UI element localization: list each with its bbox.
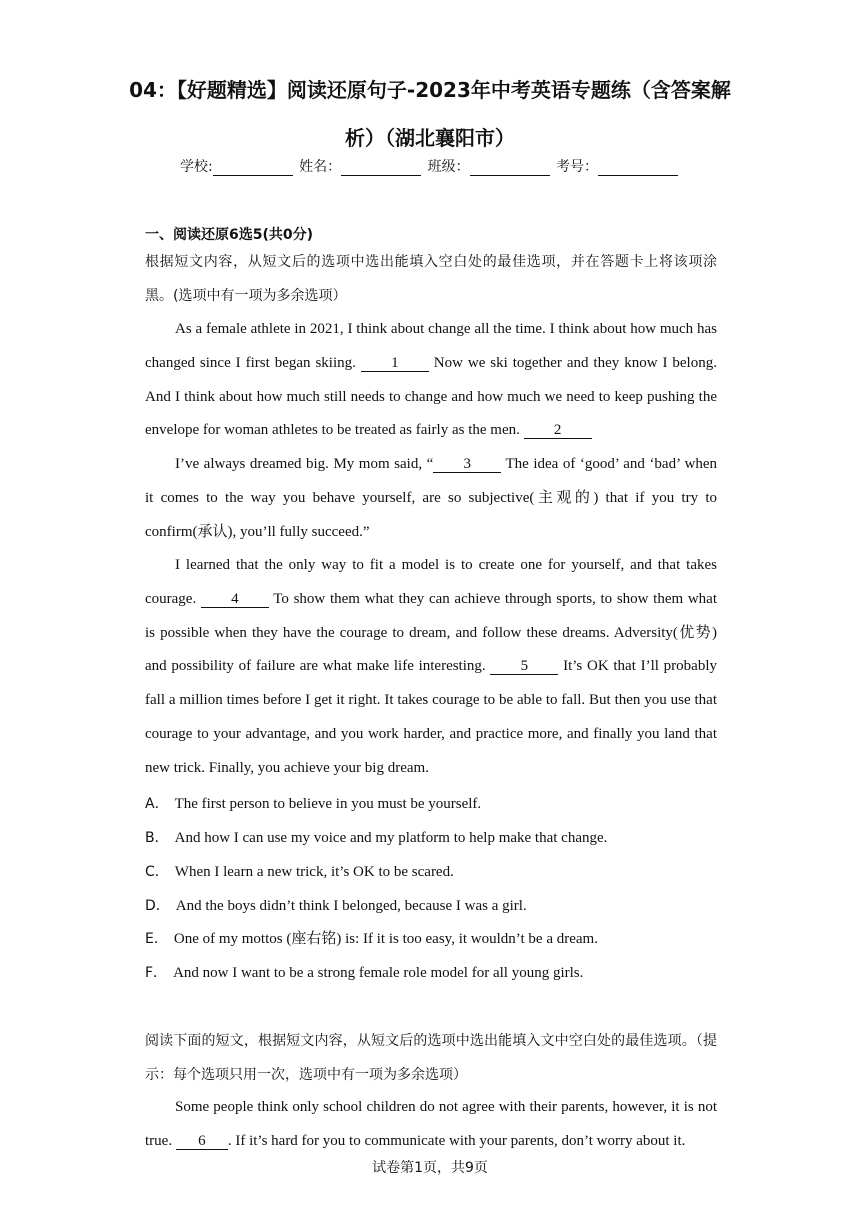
p4-text-b: . If it’s hard for you to communicate with your parents, don’t worry about it.	[227, 1132, 686, 1149]
p3-text-b: To show them what they can achieve through sports, to show them what is possible when they have the courage to dream, and follow these dreams. Adversity(优势) and possibility of failure are what make life interesting.	[145, 590, 718, 675]
class-label: 班级：	[427, 159, 470, 175]
option-c: C． When I learn a new trick, it’s OK to be scared.	[145, 864, 454, 880]
class-blank	[470, 161, 550, 176]
passage1-paragraph2	[145, 448, 717, 549]
p3-text-c: It’s OK that I’ll probably fall a million times before I get it right. It takes courage to be able to fall. But then you use that courage to your advantage, and you work harder, and practice more, and finally you land that new trick. Finally, you achieve your big dream.	[145, 658, 717, 776]
passage1-paragraph1	[145, 313, 717, 448]
blank-1: 1	[361, 355, 429, 372]
name-label: 姓名：	[299, 159, 342, 175]
school-blank	[213, 161, 293, 176]
name-blank	[341, 161, 421, 176]
option-d: D． And the boys didn’t think I belonged, because I was a girl.	[145, 898, 527, 914]
section2-instruction: 阅读下面的短文，根据短文内容，从短文后的选项中选出能填入文中空白处的最佳选项。（提示：每个选项只用一次，选项中有一项为多余选项）	[145, 1033, 717, 1083]
blank-4: 4	[201, 591, 269, 608]
student-info-line	[0, 156, 860, 176]
p3-text-a: I learned that the only way to fit a model is to create one for yourself, and that takes courage.	[145, 557, 717, 607]
option-b: B． And how I can use my voice and my platform to help make that change.	[145, 830, 608, 846]
p4-text-a: Some people think only school children do not agree with their parents, however, it is not true.	[145, 1099, 717, 1149]
exam-no-label: 考号：	[556, 159, 599, 175]
option-f: F． And now I want to be a strong female role model for all young girls.	[145, 965, 584, 981]
section1-instruction: 根据短文内容，从短文后的选项中选出能填入空白处的最佳选项，并在答题卡上将该项涂黑。(选项中有一项为多余选项）	[145, 254, 717, 304]
exam-no-blank	[598, 161, 678, 176]
school-label: 学校:	[179, 159, 213, 175]
option-e: E． One of my mottos (座右铭) is: If it is too easy, it wouldn’t be a dream.	[145, 931, 598, 947]
p1-text-b: Now we ski together and they know I belong. And I think about how much still needs to change and how much we need to keep pushing the envelope for woman athletes to be treated as fairly as the men.	[145, 354, 717, 439]
page-footer: 试卷第1页，共9页	[372, 1160, 488, 1176]
blank-3: 3	[433, 456, 501, 473]
section-heading: 一、阅读还原6选5(共0分)	[145, 227, 314, 243]
p2-text-b: The idea of ‘good’ and ‘bad’ when it comes to the way you behave yourself, are so subjective(主观的) that if you try to confirm(承认), you’ll fully succeed.”	[145, 456, 717, 540]
p1-text-a: As a female athlete in 2021, I think about change all the time. I think about how much has changed since I first began skiing.	[145, 321, 717, 371]
blank-5: 5	[490, 658, 558, 675]
blank-6: 6	[176, 1133, 228, 1150]
passage1-paragraph3	[145, 549, 717, 786]
passage2-paragraph1	[145, 1091, 717, 1159]
p2-text-a: I’ve always dreamed big. My mom said, “	[175, 456, 434, 472]
option-a: A． The first person to believe in you must be yourself.	[145, 796, 482, 812]
blank-2: 2	[524, 422, 592, 439]
page-title: 04：【好题精选】阅读还原句子-2023年中考英语专题练（含答案解析）（湖北襄阳市）	[129, 78, 731, 150]
